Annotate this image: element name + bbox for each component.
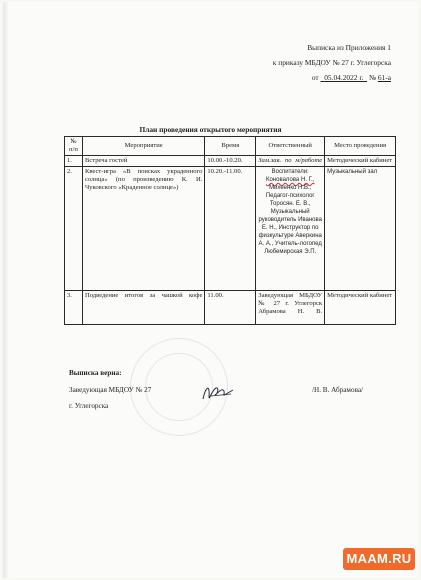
page-edge-shadow (3, 2, 9, 578)
order-number: 61-а (377, 73, 391, 82)
order-date: 05.04.2022 г. (324, 73, 364, 82)
row-event: Подведение итогов за чашкой кофе (82, 291, 204, 325)
row-time: 11.00. (205, 291, 256, 325)
table-row (65, 156, 396, 167)
header-from: от (311, 73, 319, 82)
verified-label: Выписка верна: (69, 369, 122, 377)
row-event: Встреча гостей (82, 156, 204, 167)
maam-logo[interactable]: MAAM.RU (343, 548, 415, 570)
col-header-responsible: Ответственный (256, 137, 325, 156)
document-title: План проведения открытого мероприятия (139, 125, 282, 134)
col-header-num: № п/п (65, 137, 83, 156)
row-num: 1. (65, 156, 83, 167)
row-place: Музыкальный зал (325, 167, 396, 291)
col-header-time: Время (205, 137, 256, 156)
row-responsible (256, 167, 325, 291)
row-responsible: Зам.зав. по м/работе (256, 156, 325, 167)
table-row (65, 291, 396, 325)
responsible-list: Михеенко Н.В., Педагог-психолог Торосян. Е. В., Музыкальный руководитель Иванова Е. Н., Инструктор по физкультуре Аверкина А. А., Учитель-логопед Любемирская Э.П. (258, 185, 322, 255)
responsible-underlined-name: Коновалова Н. Г., (265, 177, 315, 183)
signer-name: /Н. В. Абрамова/ (312, 386, 364, 394)
row-time: 10.20.-11.00. (205, 167, 256, 291)
row-responsible: Заведующая МБДОУ № 27 г. Углегорск Абрамова Н. В. (256, 291, 325, 325)
header-line-2: к приказу МБДОУ № 27 г. Углегорска (272, 58, 391, 67)
row-num: 2. (65, 167, 83, 291)
head-city: г. Углегорска (69, 402, 109, 410)
table-header-row (65, 137, 396, 156)
row-num: 3. (65, 291, 83, 325)
row-event: Квест-игра «В поисках украденного солнца» (по произведению К. И. Чуковского «Краденное солнце») (82, 167, 204, 291)
header-line-1: Выписка из Приложения 1 (307, 43, 391, 52)
table-row (65, 167, 396, 291)
order-number-label: № (368, 73, 376, 82)
signature (200, 382, 238, 404)
event-plan-table (64, 136, 396, 325)
row-place: Методический кабинет (325, 156, 396, 167)
row-place: Методический кабинет (325, 291, 396, 325)
col-header-place: Место проведения (325, 137, 396, 156)
responsible-heading: Воспитатели: (271, 169, 309, 175)
header-line-3 (312, 73, 391, 83)
head-position: Заведующая МБДОУ № 27 (69, 386, 152, 394)
row-time: 10.00.-10.20. (205, 156, 256, 167)
col-header-event: Мероприятие (82, 137, 204, 156)
